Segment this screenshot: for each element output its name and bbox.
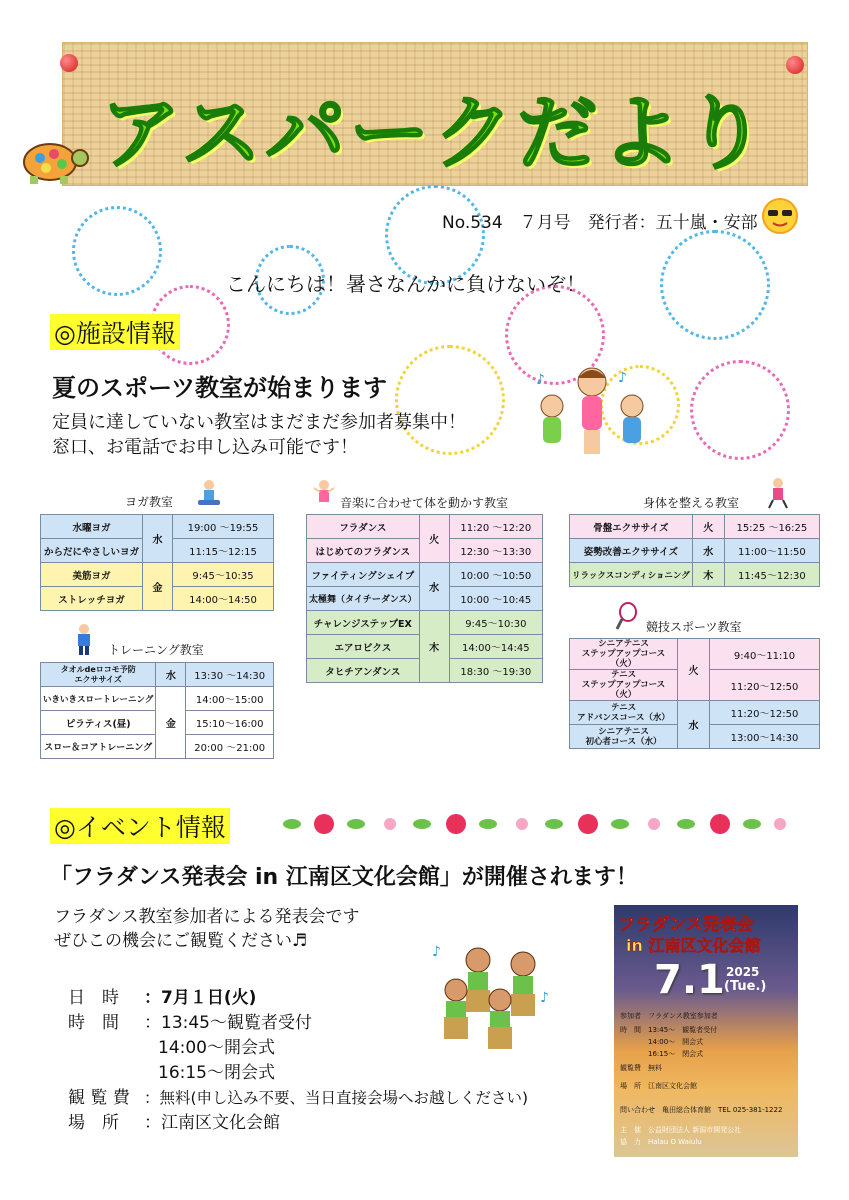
- class-time: 15:10～16:00: [186, 711, 274, 735]
- svg-text:♪: ♪: [432, 944, 441, 960]
- detail-label: 時 間: [68, 1013, 119, 1033]
- class-time: 9:45～10:35: [173, 563, 274, 587]
- class-name: 水曜ヨガ: [41, 515, 143, 539]
- class-day: 水: [143, 515, 173, 563]
- poster-date: 7.1: [654, 957, 725, 1003]
- detail-label: 場 所: [68, 1113, 119, 1133]
- class-name: ストレッチヨガ: [41, 587, 143, 611]
- detail-label: 日 時: [68, 988, 119, 1008]
- poster-sponsor-strip: [614, 1157, 798, 1169]
- sports-schedule-table: [569, 638, 820, 749]
- poster-subtitle: in 江南区文化会館: [626, 936, 761, 955]
- event-desc-line: ぜひこの機会にご観覧ください♬: [54, 931, 308, 951]
- firework-icon: [660, 230, 770, 340]
- class-day: 水: [692, 539, 724, 563]
- class-time: 11:20 ～12:20: [449, 515, 542, 539]
- class-name: タヒチアンダンス: [307, 659, 420, 683]
- facility-headline: 夏のスポーツ教室が始まります: [52, 374, 388, 402]
- sports-class-title: 競技スポーツ教室: [646, 620, 742, 634]
- poster-info-line: 協 力 Halau O Waiulu: [620, 1138, 702, 1146]
- class-time: 10:00 ～10:45: [449, 587, 542, 611]
- table-row: [570, 639, 820, 670]
- turtle-icon: [10, 132, 90, 186]
- detail-row-time-3: [158, 1058, 275, 1083]
- facility-description: [52, 410, 466, 460]
- table-row: [570, 563, 820, 587]
- class-day: 火: [692, 515, 724, 539]
- poster-year: 2025: [726, 965, 760, 979]
- tennis-racket-icon: [614, 602, 638, 632]
- table-row: [41, 687, 274, 711]
- class-name: ピラティス(昼): [41, 711, 156, 735]
- detail-value: 14:00～開会式: [158, 1038, 275, 1058]
- detail-label: 観 覧 費: [68, 1088, 130, 1108]
- class-day: 水: [156, 663, 186, 687]
- class-day: 木: [692, 563, 724, 587]
- svg-text:♪: ♪: [618, 370, 627, 386]
- yoga-schedule-table: [40, 514, 274, 611]
- class-time: 13:00～14:30: [710, 725, 820, 749]
- yoga-class-title: ヨガ教室: [125, 495, 174, 509]
- class-name: テニス ステップアップコース（火）: [570, 670, 678, 701]
- detail-row-time: [68, 1008, 312, 1033]
- class-day: 火: [419, 515, 449, 563]
- hula-dancers-illustration: [428, 938, 558, 1058]
- table-row: [41, 663, 274, 687]
- table-row: [307, 563, 543, 587]
- dancers-illustration: [530, 360, 655, 470]
- class-day: 火: [678, 639, 710, 701]
- training-class-title: トレーニング教室: [108, 643, 204, 657]
- music-schedule-table: [306, 514, 543, 683]
- class-time: 14:00～14:50: [173, 587, 274, 611]
- table-row: [570, 701, 820, 725]
- stretching-person-icon: [766, 476, 790, 510]
- class-time: 20:00 ～21:00: [186, 735, 274, 759]
- firework-icon: [690, 360, 790, 460]
- class-time: 15:25 ～16:25: [724, 515, 819, 539]
- class-time: 14:00～15:00: [186, 687, 274, 711]
- music-class-title: 音楽に合わせて体を動かす教室: [340, 496, 509, 510]
- class-time: 11:45～12:30: [724, 563, 819, 587]
- pushpin-icon: [60, 54, 78, 72]
- detail-row-time-2: [158, 1033, 275, 1058]
- detail-value: ：江南区文化会館: [144, 1113, 280, 1133]
- table-row: [307, 611, 543, 635]
- detail-value: ：7月１日(火): [144, 988, 257, 1008]
- class-name: スロー＆コアトレーニング: [41, 735, 156, 759]
- class-name: ファイティングシェイプ: [307, 563, 420, 587]
- class-time: 14:00～14:45: [449, 635, 542, 659]
- body-class-title: 身体を整える教室: [643, 496, 740, 510]
- class-name: 太極舞（タイチーダンス）: [307, 587, 420, 611]
- poster-info-line: 時 間 13:45～ 観覧者受付: [620, 1026, 718, 1034]
- event-poster: [614, 905, 798, 1169]
- class-day: 金: [143, 563, 173, 611]
- class-name: からだにやさしいヨガ: [41, 539, 143, 563]
- class-time: 9:40～11:10: [710, 639, 820, 670]
- sun-icon: [752, 188, 808, 244]
- class-time: 10:00 ～10:50: [449, 563, 542, 587]
- table-row: [570, 539, 820, 563]
- flower-garland-decoration: [280, 806, 790, 842]
- class-time: 19:00 ～19:55: [173, 515, 274, 539]
- firework-icon: [72, 206, 162, 296]
- event-desc-line: フラダンス教室参加者による発表会です: [54, 907, 360, 927]
- class-name: フラダンス: [307, 515, 420, 539]
- poster-day-of-week: (Tue.): [724, 979, 767, 994]
- class-name: テニス アドバンスコース（水）: [570, 701, 678, 725]
- class-day: 水: [678, 701, 710, 749]
- detail-row-date: [68, 983, 256, 1008]
- class-day: 金: [156, 687, 186, 759]
- detail-row-venue: [68, 1108, 280, 1133]
- class-name: 骨盤エクササイズ: [570, 515, 693, 539]
- detail-value: ：13:45～観覧者受付: [144, 1013, 312, 1033]
- detail-value: ：無料(申し込み不要、当日直接会場へお越しください): [144, 1089, 529, 1107]
- class-time: 18:30 ～19:30: [449, 659, 542, 683]
- event-description: [54, 905, 360, 953]
- class-time: 13:30 ～14:30: [186, 663, 274, 687]
- poster-info-line: 場 所 江南区文化会館: [620, 1082, 697, 1090]
- class-name: リラックスコンディショニング: [570, 563, 693, 587]
- detail-row-fee: [68, 1083, 528, 1108]
- title-banner: [62, 42, 808, 186]
- newsletter-title: アスパークだより: [100, 87, 770, 180]
- class-name: シニアテニス ステップアップコース（火）: [570, 639, 678, 670]
- class-name: タオルdeロコモ予防 エクササイズ: [41, 663, 156, 687]
- class-day: 水: [419, 563, 449, 611]
- facility-section-heading: ◎施設情報: [50, 314, 180, 350]
- poster-info-line: 16:15～ 閉会式: [620, 1050, 704, 1058]
- table-row: [41, 515, 274, 539]
- detail-value: 16:15～閉会式: [158, 1063, 275, 1083]
- class-name: シニアテニス 初心者コース（水）: [570, 725, 678, 749]
- class-name: 美筋ヨガ: [41, 563, 143, 587]
- class-name: エアロビクス: [307, 635, 420, 659]
- issue-info: No.534 ７月号 発行者：五十嵐・安部: [442, 213, 758, 233]
- class-name: 姿勢改善エクササイズ: [570, 539, 693, 563]
- facility-desc-line: 定員に達していない教室はまだまだ参加者募集中！: [52, 412, 466, 433]
- greeting-text: こんにちは！暑さなんかに負けないぞ！: [226, 272, 586, 296]
- facility-desc-line: 窓口、お電話でお申し込み可能です！: [52, 437, 358, 458]
- class-name: チャレンジステップEX: [307, 611, 420, 635]
- poster-info-line: 14:00～ 開会式: [620, 1038, 704, 1046]
- event-section-heading: ◎イベント情報: [50, 808, 230, 844]
- class-time: 12:30 ～13:30: [449, 539, 542, 563]
- training-schedule-table: [40, 662, 274, 759]
- class-time: 9:45～10:30: [449, 611, 542, 635]
- dancing-person-icon: [312, 478, 336, 512]
- class-name: はじめてのフラダンス: [307, 539, 420, 563]
- class-time: 11:15～12:15: [173, 539, 274, 563]
- svg-text:♪: ♪: [540, 990, 549, 1006]
- class-day: 木: [419, 611, 449, 683]
- poster-title: フラダンス発表会: [618, 915, 754, 935]
- poster-info-line: 観覧費 無料: [620, 1064, 662, 1072]
- class-name: いきいきスロートレーニング: [41, 687, 156, 711]
- poster-info-line: 参加者 フラダンス教室参加者: [620, 1012, 718, 1020]
- svg-text:♪: ♪: [536, 372, 545, 388]
- class-time: 11:20～12:50: [710, 670, 820, 701]
- body-schedule-table: [569, 514, 820, 587]
- yoga-person-icon: [196, 478, 222, 508]
- pushpin-icon: [786, 56, 804, 74]
- poster-info-line: 主 催 公益財団法人 新潟市開発公社: [620, 1126, 742, 1134]
- class-time: 11:00～11:50: [724, 539, 819, 563]
- table-row: [41, 563, 274, 587]
- poster-info-line: 問い合わせ 亀田総合体育館 TEL 025-381-1222: [620, 1106, 783, 1114]
- event-headline: 「フラダンス発表会 in 江南区文化会館」が開催されます！: [50, 865, 638, 890]
- table-row: [570, 515, 820, 539]
- training-person-icon: [72, 622, 96, 656]
- table-row: [307, 515, 543, 539]
- class-time: 11:20～12:50: [710, 701, 820, 725]
